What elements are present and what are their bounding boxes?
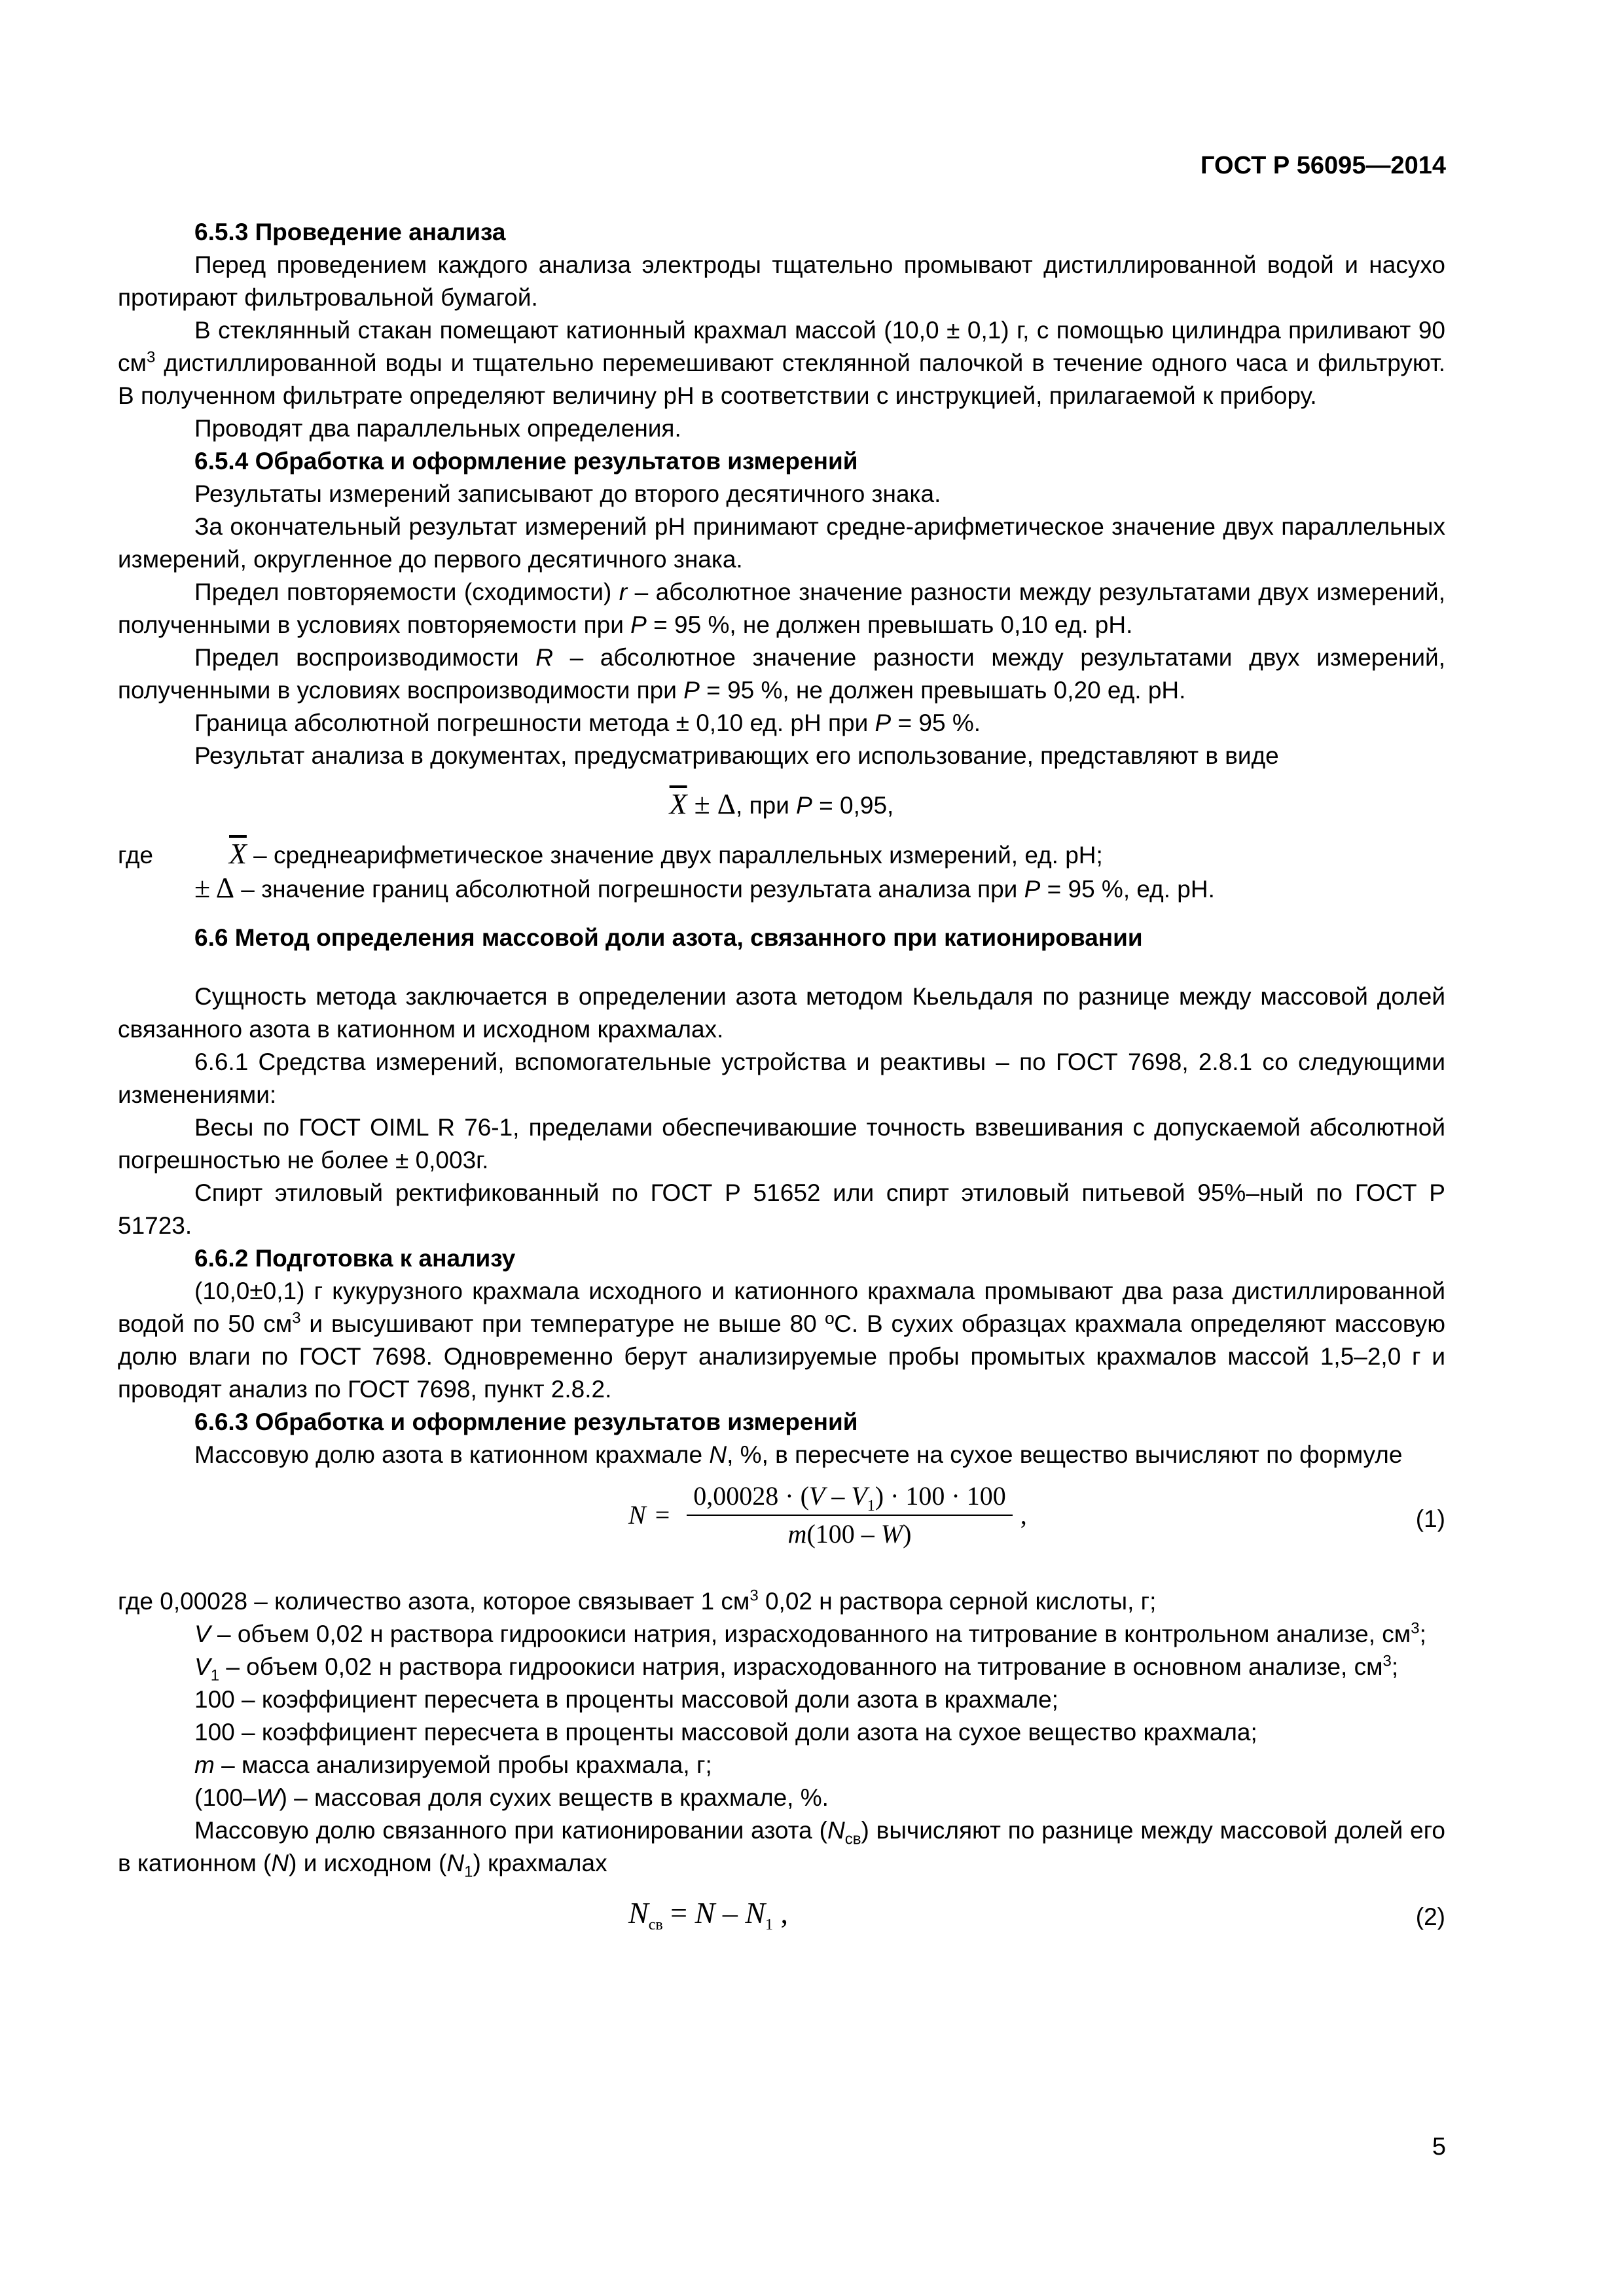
paragraph: Предел повторяемости (сходимости) r – абсолютное значение разности между результатами двух измерений, полученными в условиях повторяемости при P = 95 %, не должен превышать 0,10 ед. pH. bbox=[118, 579, 1445, 638]
paragraph: 100 – коэффициент пересчета в проценты массовой доли азота в крахмале; bbox=[194, 1686, 1058, 1713]
result-expression: $\overline{X} \pm \Delta$, при P = 0,95, bbox=[669, 788, 894, 820]
equation-number: (2) bbox=[1415, 1903, 1445, 1930]
paragraph: Массовую долю азота в катионном крахмале N, %, в пересчете на сухое вещество вычисляют по формуле bbox=[194, 1441, 1403, 1468]
paragraph: Весы по ГОСТ OIML R 76-1, пределами обеспечиваюшие точность взвешивания с допускаемой абсолютной погрешностью не более ± 0,003г. bbox=[118, 1114, 1445, 1174]
paragraph: Спирт этиловый ректификованный по ГОСТ Р 51652 или спирт этиловый питьевой 95%–ный по ГОСТ Р 51723. bbox=[118, 1179, 1445, 1239]
section-heading-6-6: 6.6 Метод определения массовой доли азота, связанного при катионировании bbox=[194, 924, 1143, 951]
equation-number: (1) bbox=[1415, 1505, 1445, 1532]
paragraph: Результат анализа в документах, предусматривающих его использование, представляют в виде bbox=[194, 742, 1279, 769]
paragraph: 6.6.1 Средства измерений, вспомогательные устройства и реактивы – по ГОСТ 7698, 2.8.1 со следующими изменениями: bbox=[118, 1049, 1445, 1108]
paragraph: За окончательный результат измерений pH принимают средне-арифметическое значение двух параллельных измерений, округленное до первого десятичного знака. bbox=[118, 513, 1445, 573]
paragraph: $V_1$ – объем 0,02 н раствора гидроокиси натрия, израсходованного на титрование в основном анализе, $см^3$; bbox=[194, 1652, 1399, 1685]
paragraph: (100–W) – массовая доля сухих веществ в крахмале, %. bbox=[194, 1784, 829, 1811]
section-heading-6-6-3: 6.6.3 Обработка и оформление результатов измерений bbox=[194, 1408, 858, 1435]
paragraph: Перед проведением каждого анализа электроды тщательно промывают дистиллированной водой и насухо протирают фильтровальной бумагой. bbox=[118, 251, 1445, 311]
document-code: ГОСТ Р 56095—2014 bbox=[1200, 152, 1446, 179]
paragraph: 100 – коэффициент пересчета в проценты массовой доли азота на сухое вещество крахмала; bbox=[194, 1719, 1257, 1746]
formula-2: $N_{св} = N - N_1$ , (2) bbox=[628, 1896, 1445, 1934]
paragraph: V – объем 0,02 н раствора гидроокиси натрия, израсходованного на титрование в контрольном анализе, $см^3$; bbox=[194, 1619, 1426, 1647]
where-definition: где $\overline{X}$ – среднеарифметическое значение двух параллельных измерений, ед. pH; bbox=[118, 838, 1103, 870]
paragraph: Сущность метода заключается в определении азота методом Кьельдаля по разнице между массовой долей связанного азота в катионном и исходном крахмалах. bbox=[118, 983, 1445, 1043]
document-body bbox=[118, 216, 1445, 1940]
section-heading-6-6-2: 6.6.2 Подготовка к анализу bbox=[194, 1245, 516, 1272]
page-number: 5 bbox=[1432, 2133, 1446, 2161]
paragraph: m – масса анализируемой пробы крахмала, г; bbox=[194, 1751, 712, 1778]
section-heading-6-5-4: 6.5.4 Обработка и оформление результатов измерений bbox=[194, 448, 858, 475]
paragraph: Результаты измерений записывают до второго десятичного знака. bbox=[194, 480, 941, 507]
section-heading-6-5-3: 6.5.3 Проведение анализа bbox=[194, 219, 506, 245]
paragraph: Массовую долю связанного при катионировании азота $(N_{св})$ вычисляют по разнице между массовой долей его в катионном (N) и исходном $(N_1)$ крахмалах bbox=[118, 1817, 1445, 1881]
paragraph: (10,0±0,1) г кукурузного крахмала исходного и катионного крахмала промывают два раза дистиллированной водой по 50 $см^3$ и высушивают при температуре не выше 80 ºС. В сухих образцах крахмала определяют массовую долю влаги по ГОСТ 7698. Одновременно берут анализируемые пробы промытых крахмалов массой 1,5–2,0 г и проводят анализ по ГОСТ 7698, пункт 2.8.2. bbox=[118, 1278, 1445, 1403]
where-definition: ± Δ – значение границ абсолютной погрешности результата анализа при P = 95 %, ед. pH. bbox=[194, 872, 1215, 904]
paragraph: Предел воспроизводимости R – абсолютное значение разности между результатами двух измерений, полученными в условиях воспроизводимости при P = 95 %, не должен превышать 0,20 ед. pH. bbox=[118, 644, 1445, 704]
paragraph: В стеклянный стакан помещают катионный крахмал массой (10,0 ± 0,1) г, с помощью цилиндра приливают 90 $см^3$ дистиллированной воды и тщательно перемешивают стеклянной палочкой в течение одного часа и фильтруют. В полученном фильтрате определяют величину pH в соответствии с инструкцией, прилагаемой к прибору. bbox=[118, 317, 1445, 409]
paragraph: Проводят два параллельных определения. bbox=[194, 415, 681, 442]
paragraph: Граница абсолютной погрешности метода ± 0,10 ед. pH при P = 95 %. bbox=[194, 709, 981, 736]
formula-1: N = $\frac{0,00028 \cdot (V - V_1) \cdot 100 \cdot 100}{m(100 - W)}$ , (1) bbox=[118, 1471, 1445, 1570]
paragraph: где 0,00028 – количество азота, которое связывает 1 $см^3$ 0,02 н раствора серной кислоты, г; bbox=[118, 1587, 1157, 1615]
